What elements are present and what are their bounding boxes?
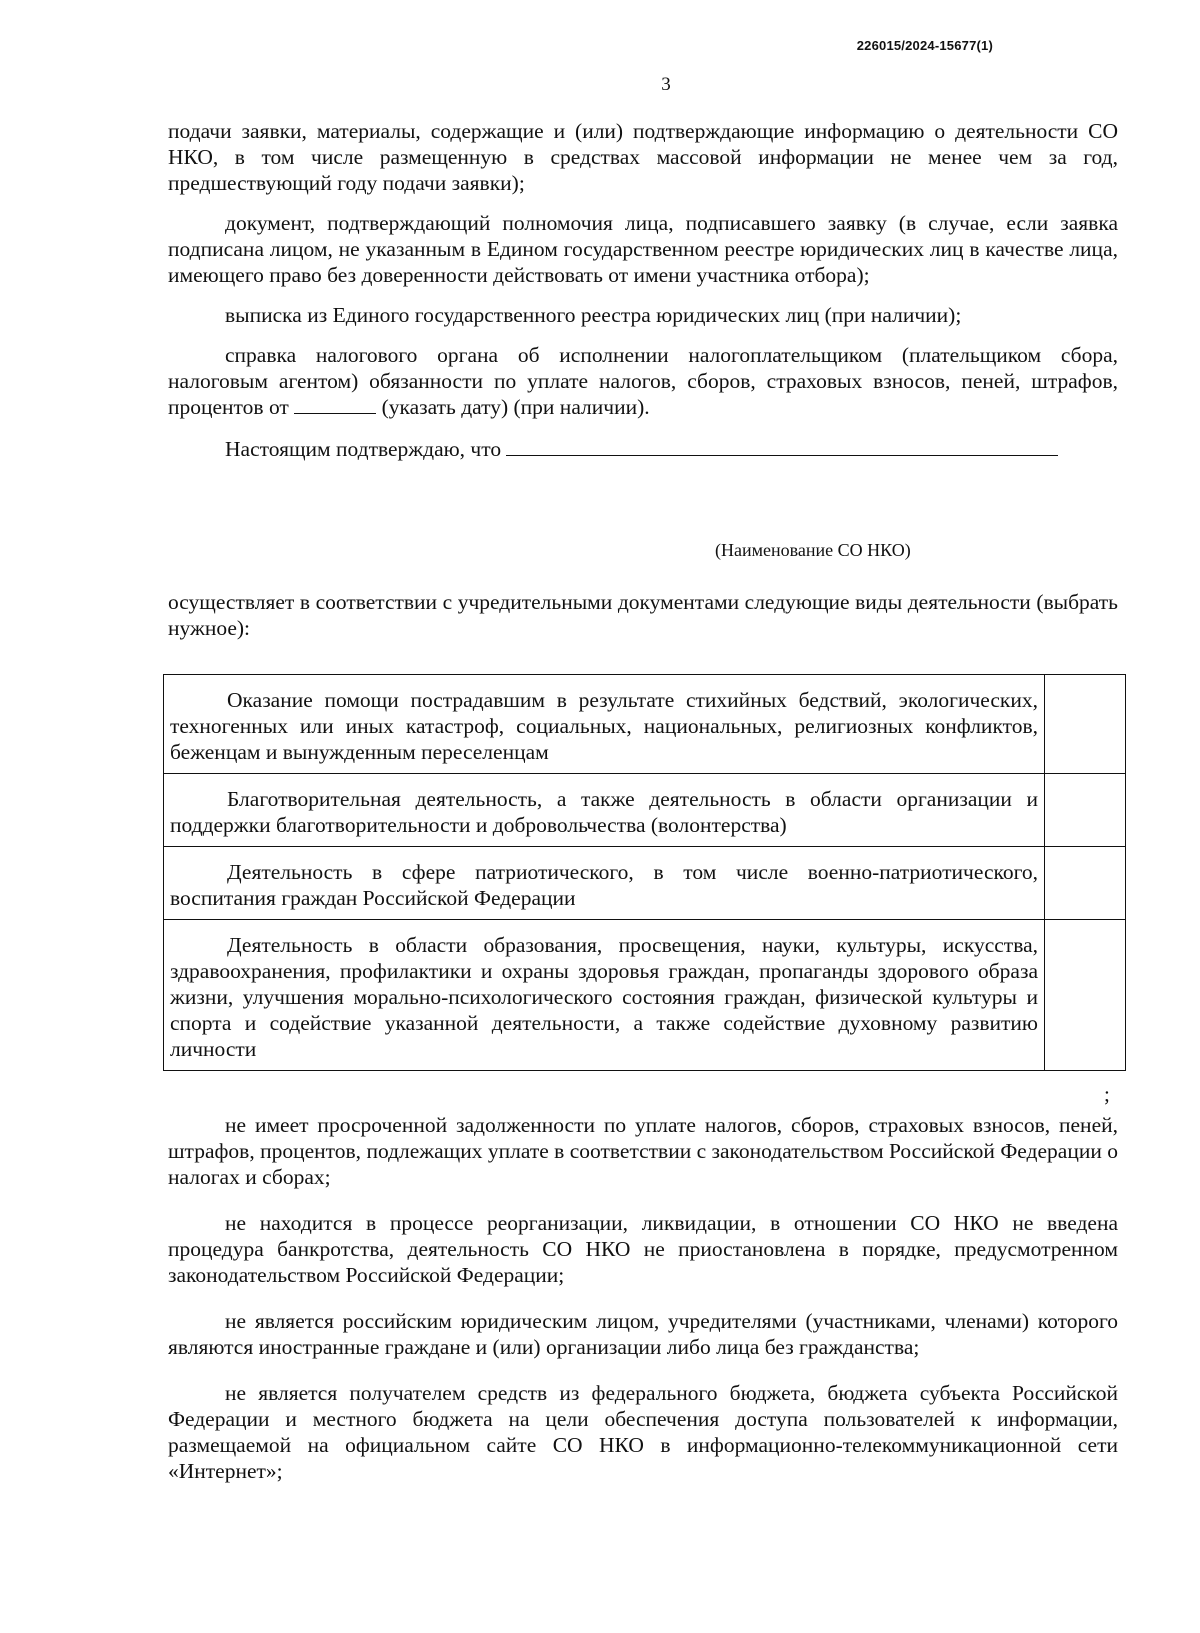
tax-certificate-text: справка налогового органа об исполнении налогоплательщиком (плательщиком сбора, налоговым агентом) обязанности по уплате налогов, сборов, страховых взносов, пеней, штрафов, процентов от bbox=[168, 343, 1118, 419]
body-bottom bbox=[168, 1112, 1118, 1484]
activities-intro: осуществляет в соответствии с учредительными документами следующие виды деятельности (выбрать нужное): bbox=[168, 590, 1118, 640]
paragraph-not-foreign-founded: не является российским юридическим лицом, учредителями (участниками, членами) которого являются иностранные граждане и (или) организации либо лица без гражданства; bbox=[168, 1309, 1118, 1359]
organization-name-blank-line bbox=[506, 437, 1058, 456]
activity-description: Благотворительная деятельность, а также деятельность в области организации и поддержки благотворительности и добровольчества (волонтерства) bbox=[164, 774, 1045, 847]
table-row bbox=[164, 675, 1126, 774]
activity-description: Оказание помощи пострадавшим в результате стихийных бедствий, экологических, техногенных или иных катастроф, социальных, национальных, религиозных конфликтов, беженцам и вынужденным переселенцам bbox=[164, 675, 1045, 774]
paragraph-registry-extract: выписка из Единого государственного реестра юридических лиц (при наличии); bbox=[225, 303, 962, 327]
paragraph-confirmation bbox=[168, 436, 1118, 462]
table-row bbox=[164, 847, 1126, 920]
activity-select-cell[interactable] bbox=[1045, 847, 1126, 920]
document-registration-number: 226015/2024-15677(1) bbox=[856, 38, 993, 53]
table-row bbox=[164, 920, 1126, 1071]
activity-description: Деятельность в области образования, просвещения, науки, культуры, искусства, здравоохранения, профилактики и охраны здоровья граждан, пропаганды здорового образа жизни, улучшения морально-психологического состояния граждан, физической культуры и спорта и содействие указанной деятельности, а также содействие духовному развитию личности bbox=[164, 920, 1045, 1071]
confirmation-text: Настоящим подтверждаю, что bbox=[225, 437, 502, 461]
paragraph-no-reorganization: не находится в процессе реорганизации, ликвидации, в отношении СО НКО не введена процедура банкротства, деятельность СО НКО не приостановлена в порядке, предусмотренном законодательством Российской Федерации; bbox=[168, 1211, 1118, 1287]
table-row bbox=[164, 774, 1126, 847]
list-end-semicolon: ; bbox=[1104, 1082, 1110, 1106]
activity-select-cell[interactable] bbox=[1045, 920, 1126, 1071]
tax-certificate-date-note: (указать дату) (при наличии). bbox=[381, 395, 650, 419]
page-number: 3 bbox=[661, 74, 671, 95]
activities-table bbox=[163, 674, 1126, 1071]
paragraph-tax-certificate bbox=[168, 342, 1118, 420]
activity-select-cell[interactable] bbox=[1045, 675, 1126, 774]
paragraph-application-materials: подачи заявки, материалы, содержащие и (или) подтверждающие информацию о деятельности СО НКО, в том числе размещенную в средствах массовой информации не менее чем за год, предшествующий году подачи заявки); bbox=[168, 119, 1118, 195]
paragraph-not-budget-recipient: не является получателем средств из федерального бюджета, бюджета субъекта Российской Федерации и местного бюджета на цели обеспечения доступа пользователей к информации, размещаемой на официальном сайте СО НКО в информационно-телекоммуникационной сети «Интернет»; bbox=[168, 1381, 1118, 1483]
organization-name-caption: (Наименование СО НКО) bbox=[715, 540, 911, 560]
body-top bbox=[168, 118, 1118, 462]
activities-intro-block bbox=[168, 589, 1118, 641]
paragraph-no-tax-debt: не имеет просроченной задолженности по уплате налогов, сборов, страховых взносов, пеней, штрафов, процентов, подлежащих уплате в соответствии с законодательством Российской Федерации о налогах и сборах; bbox=[168, 1113, 1118, 1189]
paragraph-authority-document: документ, подтверждающий полномочия лица, подписавшего заявку (в случае, если заявка подписана лицом, не указанным в Едином государственном реестре юридических лиц в качестве лица, имеющего право без доверенности действовать от имени участника отбора); bbox=[168, 211, 1118, 287]
activity-select-cell[interactable] bbox=[1045, 774, 1126, 847]
activity-description: Деятельность в сфере патриотического, в том числе военно-патриотического, воспитания граждан Российской Федерации bbox=[164, 847, 1045, 920]
date-blank-line bbox=[294, 395, 376, 414]
